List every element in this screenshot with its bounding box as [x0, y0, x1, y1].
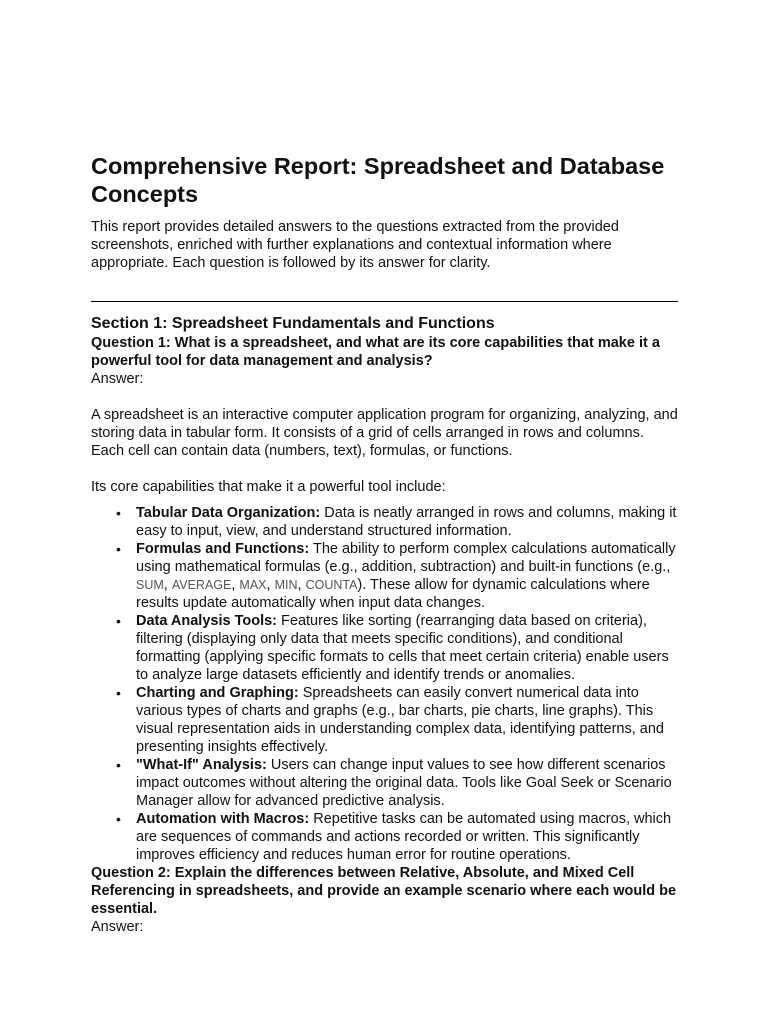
bullet-icon: •: [116, 505, 121, 521]
list-item-text: ). These allow for dynamic calculations where results update automatically when input data changes.: [136, 577, 650, 611]
list-item-text: Users can change input values to see how different scenarios impact outcomes without altering the original data. Tools like Goal Seek or Scenario Manager allow for advanced predictive analysis.: [136, 757, 672, 809]
list-item-text: Repetitive tasks can be automated using macros, which are sequences of commands and actions recorded or written. This significantly improves efficiency and reduces human error for routine operations.: [136, 811, 672, 863]
list-item: [116, 756, 678, 810]
section-1-heading: Section 1: Spreadsheet Fundamentals and Functions: [91, 315, 495, 332]
list-item-text: Features like sorting (rearranging data based on criteria), filtering (displaying only data that meets specific conditions), and conditional formatting (applying specific formats to cells that meet certain criteria) enable users to analyze large datasets efficiently and identify trends or anomalies.: [136, 613, 669, 683]
function-name: COUNTA: [305, 578, 358, 592]
answer-label-2: Answer:: [91, 919, 144, 935]
list-item-title: "What-If" Analysis:: [136, 757, 267, 773]
report-title: Comprehensive Report: Spreadsheet and Database Concepts: [91, 153, 665, 207]
list-item-title: Tabular Data Organization:: [136, 505, 321, 521]
section-divider: [91, 301, 678, 302]
function-name: AVERAGE: [171, 578, 232, 592]
bullet-icon: •: [116, 757, 121, 773]
question-1: Question 1: What is a spreadsheet, and what are its core capabilities that make it a powerful tool for data management and analysis?: [91, 335, 660, 369]
function-name: MAX: [239, 578, 267, 592]
list-item: [116, 504, 678, 540]
list-item-title: Formulas and Functions:: [136, 541, 310, 557]
bullet-icon: •: [116, 541, 121, 557]
list-item-text: Data is neatly arranged in rows and columns, making it easy to input, view, and understand structured information.: [136, 505, 677, 539]
intro-paragraph: This report provides detailed answers to the questions extracted from the provided screenshots, enriched with further explanations and contextual information where appropriate. Each question is followed by its answer for clarity.: [91, 219, 619, 271]
list-item: [116, 684, 678, 756]
list-item-title: Automation with Macros:: [136, 811, 310, 827]
list-item-title: Data Analysis Tools:: [136, 613, 278, 629]
capabilities-list: [91, 504, 678, 864]
question-2: Question 2: Explain the differences between Relative, Absolute, and Mixed Cell Referencing in spreadsheets, and provide an example scenario where each would be essential.: [91, 865, 677, 917]
function-name: MIN: [274, 578, 298, 592]
list-item-title: Charting and Graphing:: [136, 685, 299, 701]
list-item-text: The ability to perform complex calculations automatically using mathematical formulas (e.g., addition, subtraction) and built-in functions (e.g.,: [136, 541, 676, 575]
list-item: • Formulas and Functions: The ability to perform complex calculations automatically using mathematical formulas (e.g., addition, subtraction) and built-in functions (e.g., SUM, AVERAGE, MAX, MIN, COUNTA). These allow for dynamic calculations where results update automatically when input data changes.: [116, 541, 676, 611]
list-item: [116, 810, 678, 864]
answer-1-paragraph-2: Its core capabilities that make it a powerful tool include:: [91, 479, 446, 495]
bullet-icon: •: [116, 613, 121, 629]
bullet-icon: •: [116, 685, 121, 701]
answer-label-1: Answer:: [91, 371, 144, 387]
function-name: SUM: [136, 578, 164, 592]
list-item-text: Spreadsheets can easily convert numerical data into various types of charts and graphs (e.g., bar charts, pie charts, line graphs). This visual representation aids in understanding complex data, identifying patterns, and presenting insights effectively.: [136, 685, 664, 755]
bullet-icon: •: [116, 811, 121, 827]
list-item: [116, 612, 678, 684]
answer-1-paragraph-1: A spreadsheet is an interactive computer application program for organizing, analyzing, and storing data in tabular form. It consists of a grid of cells arranged in rows and columns. Each cell can contain data (numbers, text), formulas, or functions.: [91, 407, 678, 459]
